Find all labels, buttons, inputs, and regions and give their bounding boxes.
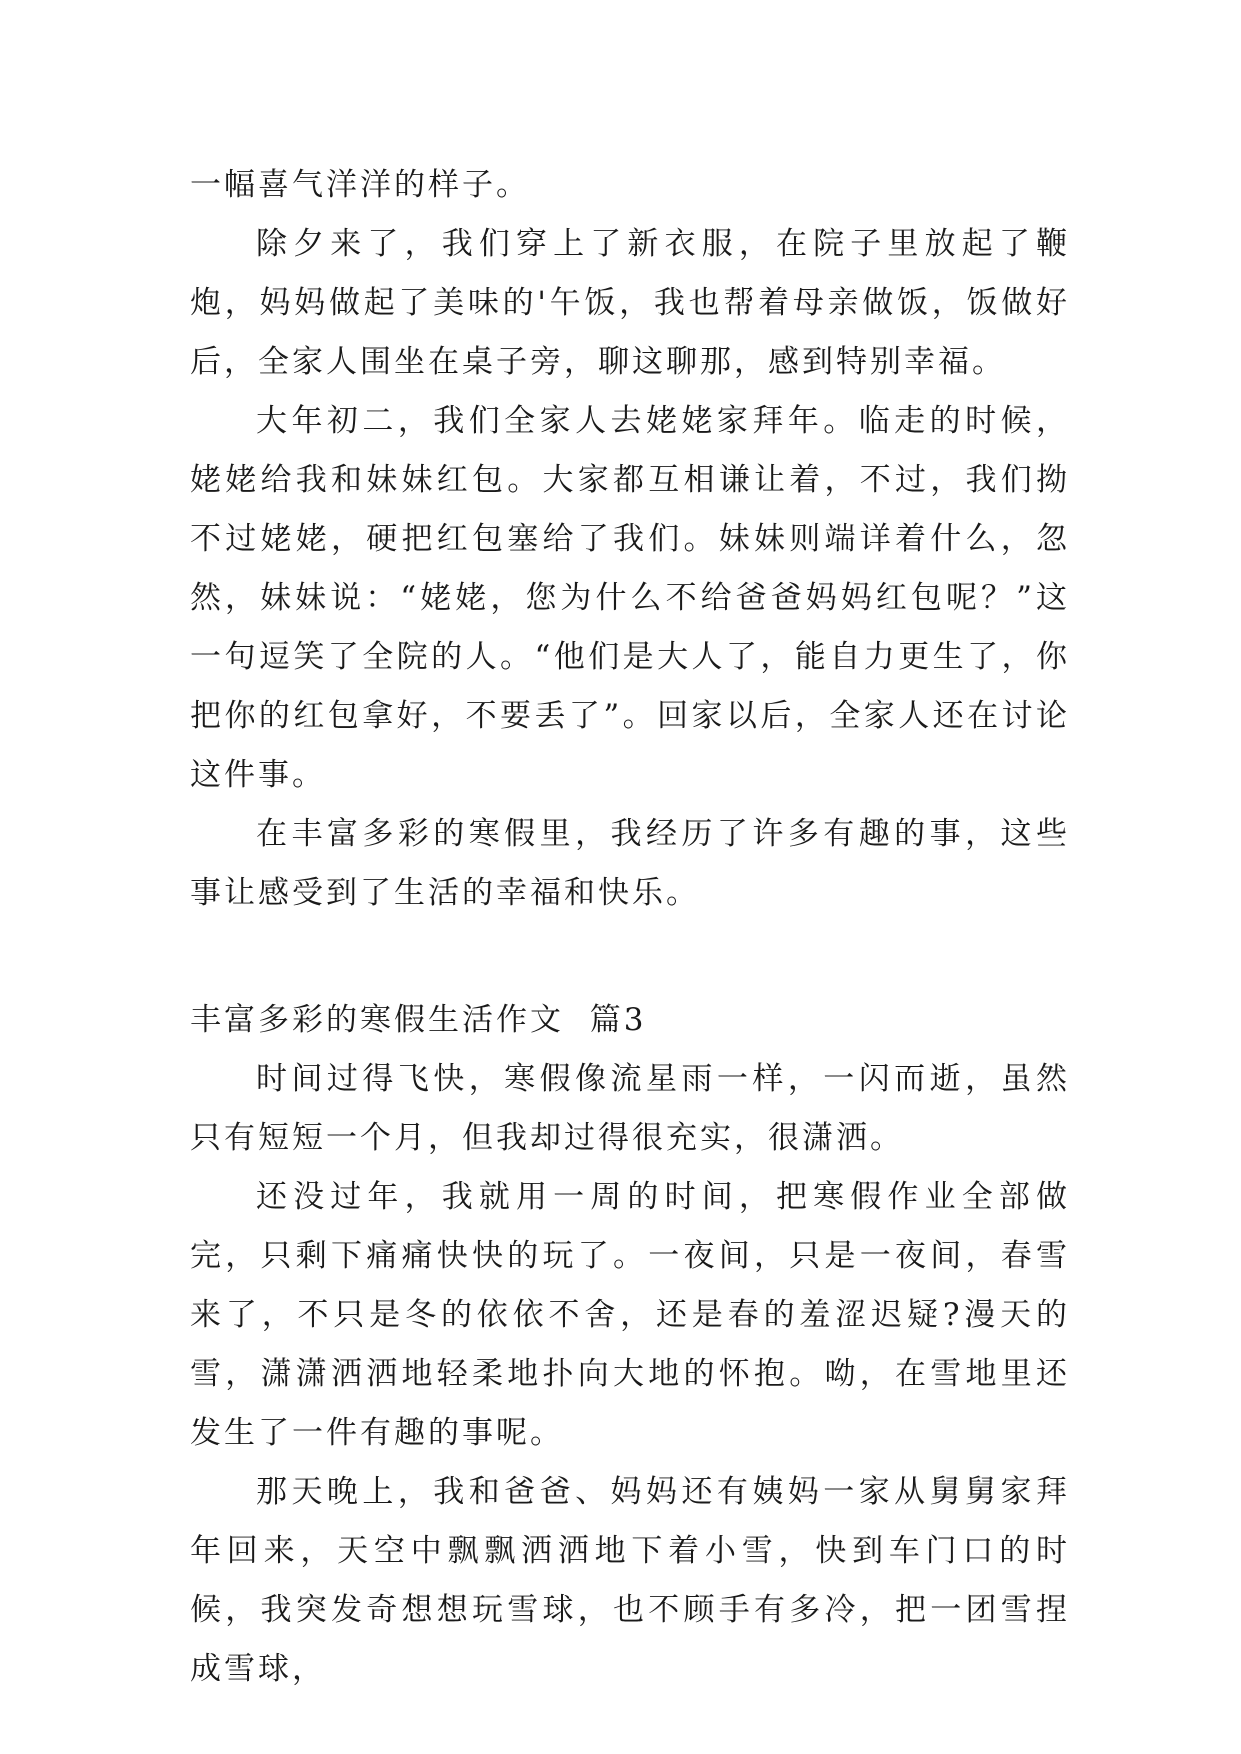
paragraph: 那天晚上，我和爸爸、妈妈还有姨妈一家从舅舅家拜年回来，天空中飘飘洒洒地下着小雪，快到车门口的时候，我突发奇想想玩雪球，也不顾手有多冷，把一团雪捏成雪球，	[190, 1474, 1070, 1687]
paragraph: 时间过得飞快，寒假像流星雨一样，一闪而逝，虽然只有短短一个月，但我却过得很充实，很潇洒。	[190, 1061, 1070, 1156]
paragraph: 大年初二，我们全家人去姥姥家拜年。临走的时候，姥姥给我和妹妹红包。大家都互相谦让着，不过，我们拗不过姥姥，硬把红包塞给了我们。妹妹则端详着什么，忽然，妹妹说：“姥姥，您为什么不给爸爸妈妈红包呢？”这一句逗笑了全院的人。“他们是大人了，能自力更生了，你把你的红包拿好，不要丢了”。回家以后，全家人还在讨论这件事。	[190, 403, 1070, 793]
paragraph: 在丰富多彩的寒假里，我经历了许多有趣的事，这些事让感受到了生活的幸福和快乐。	[190, 816, 1070, 911]
document-body	[190, 156, 1070, 1699]
section-heading: 丰富多彩的寒假生活作文 篇3	[190, 1002, 647, 1038]
paragraph: 还没过年，我就用一周的时间，把寒假作业全部做完，只剩下痛痛快快的玩了。一夜间，只是一夜间，春雪来了，不只是冬的依依不舍，还是春的羞涩迟疑?漫天的雪，潇潇洒洒地轻柔地扑向大地的怀抱。呦，在雪地里还发生了一件有趣的事呢。	[190, 1179, 1070, 1451]
paragraph: 除夕来了，我们穿上了新衣服，在院子里放起了鞭炮，妈妈做起了美味的'午饭，我也帮着母亲做饭，饭做好后，全家人围坐在桌子旁，聊这聊那，感到特别幸福。	[190, 226, 1070, 380]
section-gap	[190, 923, 1070, 991]
paragraph: 一幅喜气洋洋的样子。	[190, 167, 530, 203]
